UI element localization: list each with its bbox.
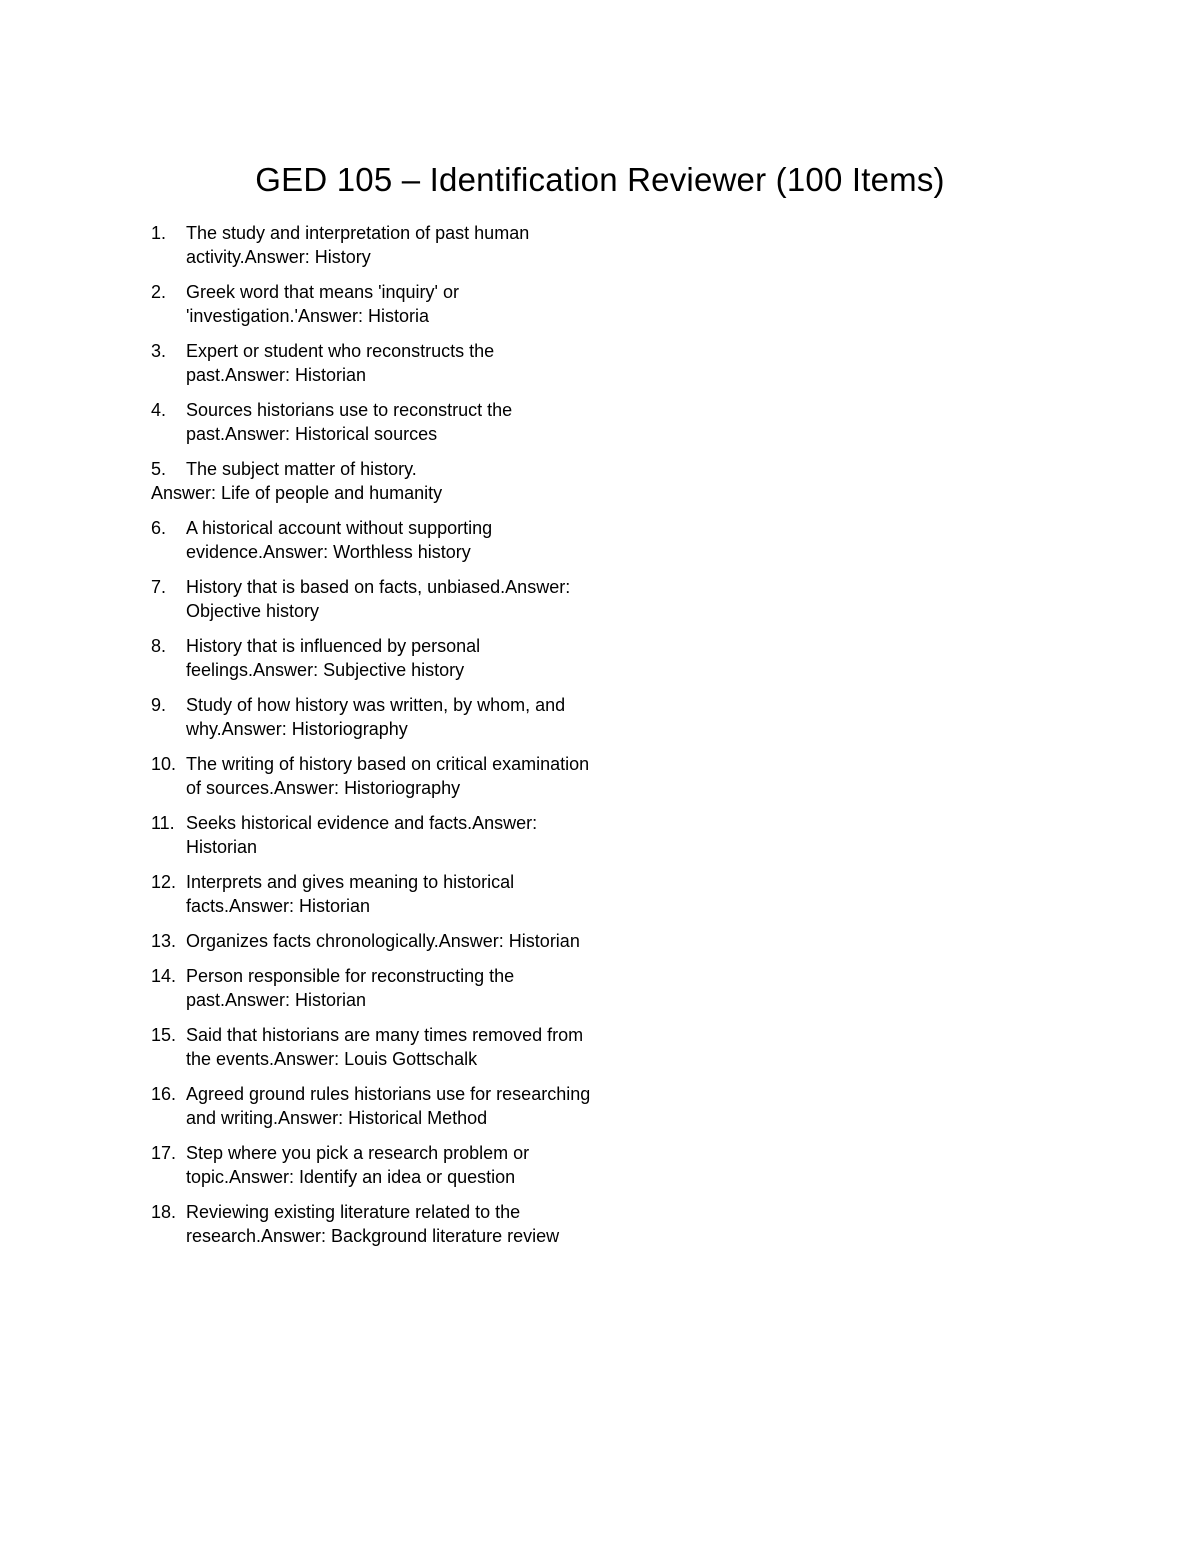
item-number: 11. [151, 813, 175, 833]
item-number: 4. [151, 400, 167, 420]
list-item [151, 575, 591, 623]
item-text: Study of how history was written, by whom, and why.Answer: Historiography [186, 695, 566, 739]
list-item [151, 516, 591, 564]
list-item [151, 870, 591, 918]
item-number: 17. [151, 1143, 177, 1163]
item-number: 18. [151, 1202, 177, 1222]
item-answer-line: Answer: Life of people and humanity [151, 483, 443, 503]
list-item [151, 752, 591, 800]
list-item [151, 1200, 591, 1248]
item-number: 6. [151, 518, 167, 538]
item-text: Agreed ground rules historians use for researching and writing.Answer: Historical Method [186, 1084, 591, 1128]
item-number: 12. [151, 872, 177, 892]
list-item [151, 1141, 591, 1189]
item-text: History that is based on facts, unbiased.Answer: Objective history [186, 577, 571, 621]
item-number: 10. [151, 754, 177, 774]
list-item [151, 693, 591, 741]
item-text: Greek word that means 'inquiry' or 'investigation.'Answer: Historia [186, 282, 459, 326]
item-list [151, 221, 591, 1259]
item-number: 1. [151, 223, 167, 243]
item-number: 16. [151, 1084, 177, 1104]
item-number: 9. [151, 695, 167, 715]
item-text: Reviewing existing literature related to the research.Answer: Background literature review [186, 1202, 560, 1246]
item-number: 5. [151, 459, 167, 479]
item-text: History that is influenced by personal feelings.Answer: Subjective history [186, 636, 481, 680]
item-number: 3. [151, 341, 167, 361]
item-text: The study and interpretation of past human activity.Answer: History [186, 223, 530, 267]
list-item [151, 964, 591, 1012]
item-text: Organizes facts chronologically.Answer: Historian [186, 931, 580, 951]
list-item [151, 929, 591, 953]
item-text: Interprets and gives meaning to historical facts.Answer: Historian [186, 872, 515, 916]
list-item [151, 398, 591, 446]
item-number: 7. [151, 577, 167, 597]
list-item [151, 1023, 591, 1071]
item-text: Said that historians are many times removed from the events.Answer: Louis Gottschalk [186, 1025, 584, 1069]
item-number: 13. [151, 931, 177, 951]
item-text: Sources historians use to reconstruct the past.Answer: Historical sources [186, 400, 513, 444]
list-item [151, 1082, 591, 1130]
list-item [151, 634, 591, 682]
page-title: GED 105 – Identification Reviewer (100 Items) [255, 161, 945, 198]
item-text: The writing of history based on critical examination of sources.Answer: Historiography [186, 754, 590, 798]
item-text: Seeks historical evidence and facts.Answer: Historian [186, 813, 538, 857]
list-item [151, 457, 591, 505]
list-item [151, 221, 591, 269]
list-item [151, 811, 591, 859]
item-text: A historical account without supporting evidence.Answer: Worthless history [186, 518, 493, 562]
item-text: Person responsible for reconstructing the past.Answer: Historian [186, 966, 515, 1010]
item-number: 2. [151, 282, 167, 302]
item-number: 15. [151, 1025, 177, 1045]
list-item [151, 280, 591, 328]
list-item [151, 339, 591, 387]
item-number: 8. [151, 636, 167, 656]
item-text: Expert or student who reconstructs the past.Answer: Historian [186, 341, 495, 385]
item-text: Step where you pick a research problem or topic.Answer: Identify an idea or question [186, 1143, 530, 1187]
item-number: 14. [151, 966, 177, 986]
item-text: The subject matter of history. [186, 459, 417, 479]
